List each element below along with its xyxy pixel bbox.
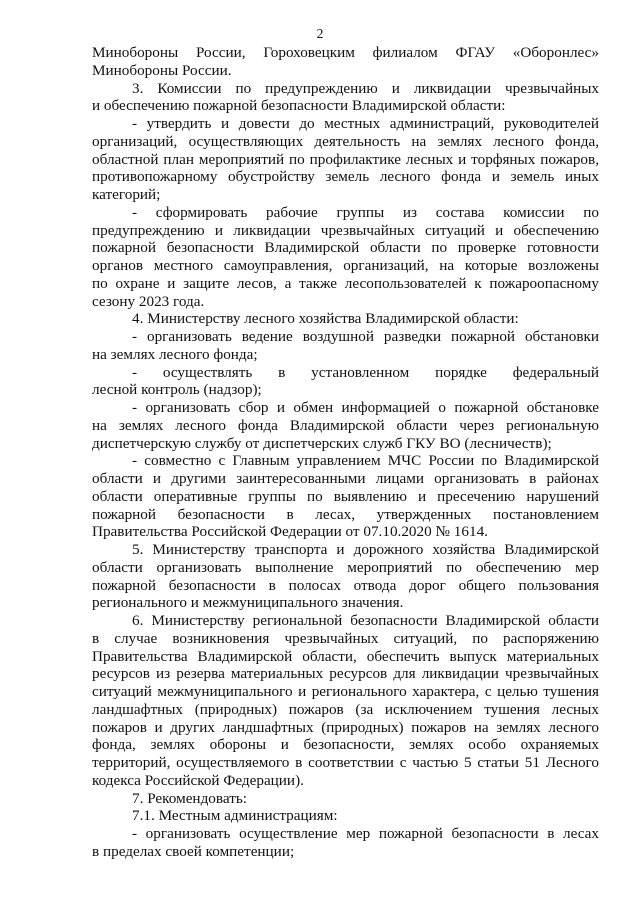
text-line: области и другими заинтересованными лицами организовать в районах [92,470,599,487]
text-line: Минобороны России. [92,61,232,79]
text-line: и обеспечению пожарной безопасности Владимирской области: [92,97,506,115]
text-line: области оперативные группы по выявлению и пресечению нарушений [92,487,599,505]
text-line: пожарной безопасности в полосах отвода дорог общего пользования [92,576,599,594]
text-line: регионального и межмуниципального значения. [92,594,404,612]
text-line: ресурсов из резерва материальных ресурсов для ликвидации чрезвычайных [92,665,599,683]
text-line: пожарной безопасности Владимирской области по проверке готовности [92,239,599,257]
page-number: 2 [316,26,324,41]
text-line: в случае возникновения чрезвычайных ситуаций, по распоряжению [92,629,599,647]
text-line: организаций, осуществляющих деятельность на землях лесного фонда, [92,132,599,150]
text-line: Правительства Владимирской области, обеспечить выпуск материальных [92,647,599,665]
text-line: пожаров и других ландшафтных (природных) пожаров на землях лесного [92,718,599,736]
text-line: - организовать ведение воздушной разведки пожарной обстановки [132,328,599,345]
text-line: 6. Министерству региональной безопасности Владимирской области [132,612,599,629]
text-line: фонда, землях обороны и безопасности, землях особо охраняемых [92,736,599,754]
text-line: 4. Министерству лесного хозяйства Владимирской области: [132,310,519,328]
text-line: кодекса Российской Федерации). [92,771,304,789]
text-line: 7. Рекомендовать: [132,789,247,807]
text-line: диспетчерскую службу от диспетчерских служб ГКУ ВО (лесничеств); [92,434,552,452]
text-line: на землях лесного фонда Владимирской области через региональную [92,416,599,434]
text-line: предупреждению и ликвидации чрезвычайных ситуаций и обеспечению [92,221,599,239]
text-line: на землях лесного фонда; [92,345,258,363]
text-line: - совместно с Главным управлением МЧС России по Владимирской [132,452,599,470]
text-line: области организовать выполнение мероприятий по обеспечению мер [92,558,599,576]
text-line: областной план мероприятий по профилактике лесных и торфяных пожаров, [92,150,599,168]
text-line: сезону 2023 года. [92,292,205,310]
text-line: территорий, осуществляемого в соответствии с частью 5 статьи 51 Лесного [92,754,599,771]
text-line: противопожарному обустройству земель лесного фонда и земель иных [92,168,599,186]
text-line: ландшафтных (природных) пожаров (за исключением тушения лесных [92,700,599,718]
text-line: - утвердить и довести до местных администраций, руководителей [132,115,599,132]
text-line: Минобороны России, Гороховецким филиалом ФГАУ «Оборонлес» [92,44,599,61]
text-line: 5. Министерству транспорта и дорожного хозяйства Владимирской [132,541,599,558]
text-line: 3. Комиссии по предупреждению и ликвидации чрезвычайных [132,79,599,97]
text-line: по охране и защите лесов, а также лесопользователей к пожароопасному [92,274,599,292]
text-line: - сформировать рабочие группы из состава комиссии по [132,203,599,221]
text-line: пожарной безопасности в лесах, утвержденных постановлением [92,505,599,523]
text-line: лесной контроль (надзор); [92,381,262,399]
document-body [92,44,599,861]
text-line: - организовать осуществление мер пожарной безопасности в лесах [132,825,599,842]
text-line: Правительства Российской Федерации от 07.10.2020 № 1614. [92,523,488,541]
text-line: категорий; [92,186,161,203]
text-line: в пределах своей компетенции; [92,842,295,860]
text-line: ситуаций межмуниципального и регионального характера, с целью тушения [92,683,599,700]
text-line: - осуществлять в установленном порядке федеральный [132,363,599,381]
text-line: - организовать сбор и обмен информацией о пожарной обстановке [132,399,599,416]
text-line: 7.1. Местным администрациям: [132,807,338,825]
text-line: органов местного самоуправления, организаций, на которые возложены [92,257,599,274]
